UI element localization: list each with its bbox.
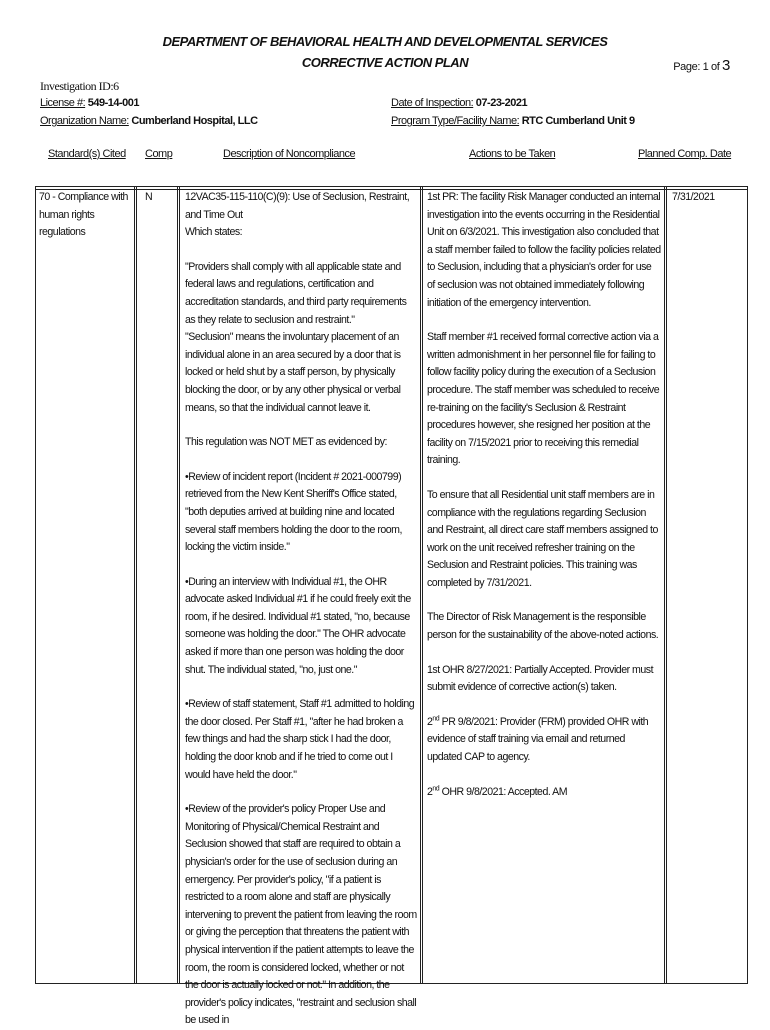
action-text: PR 9/8/2021: Provider (FRM) provided OHR with evidence of staff training via email and returned updated CAP to agency. xyxy=(427,715,649,764)
description-paragraph: •During an interview with Individual #1, the OHR advocate asked Individual #1 if he could freely exit the room, if he desired. Individual #1 stated, "no, because someone was holding the door." The OHR advocate asked if more than one person was holding the door shut. The individual stated, "no, just one." xyxy=(185,575,411,676)
inspection-date-label: Date of Inspection: xyxy=(391,97,474,109)
column-divider xyxy=(664,187,667,983)
description-paragraph: •Review of the provider's policy Proper Use and Monitoring of Physical/Chemical Restraint and Seclusion showed that staff are required to obtain a physician's order for the use of seclusion during an emergency. Per provider's policy, "if a patient is restricted to a room alone and staff are physically intervening to prevent the patient from leaving the room or giving the perception that threatens the patient with physical intervention if the patient attempts to leave the room, the room is considered locked, whether or not the door is actually locked or not." In addition, the provider's policy indicates, "restraint and seclusion shall be used in xyxy=(185,803,417,1027)
column-header-actions: Actions to be Taken xyxy=(469,148,556,160)
column-header-comp: Comp xyxy=(145,148,173,160)
action-paragraph: The Director of Risk Management is the responsible person for the sustainability of the above-noted actions. xyxy=(427,611,659,642)
action-paragraph: To ensure that all Residential unit staff members are in compliance with the regulations regarding Seclusion and Restraint, all direct care staff members assigned to work on the unit received refresher training on the Seclusion and Restraint policies. This training was completed by 7/31/2021. xyxy=(427,488,658,589)
description-cell xyxy=(185,187,418,1027)
ordinal-suffix: nd xyxy=(432,715,440,723)
ordinal-suffix: nd xyxy=(432,785,440,793)
action-paragraph: Staff member #1 received formal corrective action via a written admonishment in her personnel file for failing to follow facility policy during the execution of a Seclusion procedure. The staff member was scheduled to receive re-training on the facility's Seclusion & Restraint procedures however, she resigned her position at the facility on 7/15/2021 prior to receiving this remedial training. xyxy=(427,331,660,467)
document-title: DEPARTMENT OF BEHAVIORAL HEALTH AND DEVELOPMENTAL SERVICES xyxy=(162,34,608,49)
document-subtitle: CORRECTIVE ACTION PLAN xyxy=(301,55,469,70)
organization-value: Cumberland Hospital, LLC xyxy=(131,115,258,127)
description-paragraph: This regulation was NOT MET as evidenced by: xyxy=(185,436,387,449)
action-paragraph-2nd-pr xyxy=(427,714,661,767)
license-label: License #: xyxy=(40,97,86,109)
column-header-description: Description of Noncompliance xyxy=(223,148,356,160)
page-total: 3 xyxy=(722,57,730,74)
action-paragraph: 1st OHR 8/27/2021: Partially Accepted. Provider must submit evidence of corrective action(s) taken. xyxy=(427,663,654,694)
column-divider xyxy=(177,187,180,983)
ordinal-number: 2 xyxy=(427,785,433,798)
planned-date-cell: 7/31/2021 xyxy=(672,191,715,203)
license-line xyxy=(40,97,139,109)
action-text: OHR 9/8/2021: Accepted. AM xyxy=(439,785,568,798)
column-header-standards: Standard(s) Cited xyxy=(48,148,126,160)
inspection-date-value: 07-23-2021 xyxy=(475,97,528,109)
program-value: RTC Cumberland Unit 9 xyxy=(521,115,635,127)
organization-line xyxy=(40,115,258,127)
actions-cell xyxy=(427,187,661,983)
column-divider xyxy=(134,187,137,983)
description-paragraph: "Providers shall comply with all applicable state and federal laws and regulations, certification and accreditation standards, and third party requirements as they relate to seclusion and restraint." "Seclusion" means the involuntary placement of an individual alone in an area secured by a door that is locked or held shut by a staff person, by physically blocking the door, or by any other physical or verbal means, so that the individual cannot leave it. xyxy=(185,260,407,414)
program-line xyxy=(391,115,635,127)
standard-cell: 70 - Compliance with human rights regulations xyxy=(39,191,128,239)
description-paragraph: •Review of incident report (Incident # 2021-000799) retrieved from the New Kent Sheriff's Office stated, "both deputies arrived at building nine and located several staff members holding the door to the room, locking the victim inside." xyxy=(185,470,402,554)
page-prefix: Page: 1 of xyxy=(673,61,723,73)
action-paragraph: 1st PR: The facility Risk Manager conducted an internal investigation into the events occurring in the Residential Unit on 6/3/2021. This investigation also concluded that a staff member failed to follow the facility policies related to Seclusion, including that a physician's order for use of seclusion was not obtained immediately following initiation of the emergency intervention. xyxy=(427,191,661,309)
license-value: 549-14-001 xyxy=(87,97,139,109)
column-header-planned-date: Planned Comp. Date xyxy=(638,148,732,160)
investigation-id: Investigation ID:6 xyxy=(40,79,119,93)
column-divider xyxy=(420,187,423,983)
organization-label: Organization Name: xyxy=(40,115,129,127)
inspection-date-line xyxy=(391,97,527,109)
description-paragraph: 12VAC35-115-110(C)(9): Use of Seclusion, Restraint, and Time Out Which states: xyxy=(185,191,410,239)
action-paragraph-2nd-ohr xyxy=(427,784,661,802)
description-paragraph: •Review of staff statement, Staff #1 admitted to holding the door closed. Per Staff #1, "after he had broken a few things and had the sharp stick I had the door, holding the door knob and if he tried to come out I would have held the door." xyxy=(185,698,415,781)
corrective-action-table xyxy=(35,186,748,1027)
ordinal-number: 2 xyxy=(427,715,433,728)
page-number xyxy=(673,57,730,74)
program-label: Program Type/Facility Name: xyxy=(391,115,520,127)
comp-cell: N xyxy=(145,191,153,203)
